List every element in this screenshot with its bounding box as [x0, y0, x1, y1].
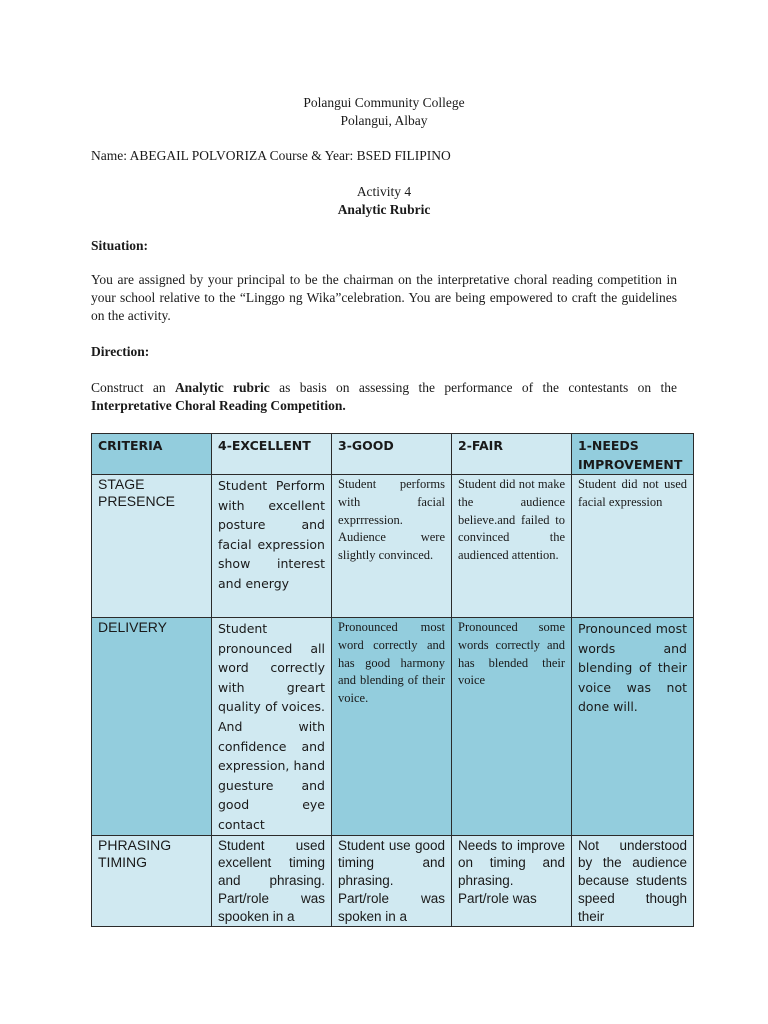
direction-label: Direction:: [91, 344, 150, 359]
table-row: [92, 475, 694, 618]
cell-excellent: Student pronounced all word correctly with greart quality of voices. And with confidence and expression, hand guesture and good eye contact: [212, 618, 332, 836]
header-excellent: 4-EXCELLENT: [212, 434, 332, 475]
school-name: Polangui Community College: [303, 95, 465, 110]
situation-label: Situation:: [91, 238, 149, 253]
cell-fair: Pronounced some words correctly and has blended their voice: [452, 618, 572, 836]
cell-needs-improvement: Not understood by the audience because students speed though their: [572, 835, 694, 926]
table-row: [92, 618, 694, 836]
situation-text: You are assigned by your principal to be the chairman on the interpretative choral reading competition in your school relative to the “Linggo ng Wika”celebration. You are being empowered to craft the guidelines on the activity.: [91, 272, 677, 324]
cell-good: Pronounced most word correctly and has good harmony and blending of their voice.: [332, 618, 452, 836]
activity-number: Activity 4: [356, 184, 412, 199]
cell-needs-improvement: Pronounced most words and blending of their voice was not done will.: [572, 618, 694, 836]
cell-good: Student use good timing and phrasing. Part/role was spoken in a: [332, 835, 452, 926]
table-row: [92, 835, 694, 926]
cell-fair: Student did not make the audience believe.and failed to convinced the audienced attention.: [452, 475, 572, 618]
header-criteria: CRITERIA: [92, 434, 212, 475]
name-course-line: Name: ABEGAIL POLVORIZA Course & Year: BSED FILIPINO: [91, 148, 451, 163]
direction-text: [91, 379, 677, 415]
cell-good: Student performs with facial exprrression. Audience were slightly convinced.: [332, 475, 452, 618]
header-good: 3-GOOD: [332, 434, 452, 475]
activity-title: Analytic Rubric: [337, 202, 431, 217]
cell-criteria: DELIVERY: [92, 618, 212, 836]
cell-fair: Needs to improve on timing and phrasing. Part/role was: [452, 835, 572, 926]
cell-needs-improvement: Student did not used facial expression: [572, 475, 694, 618]
table-header-row: [92, 434, 694, 475]
direction-text-before: Construct an: [91, 380, 175, 395]
header-needs-improvement: 1-NEEDS IMPROVEMENT: [572, 434, 694, 475]
cell-criteria: STAGE PRESENCE: [92, 475, 212, 618]
school-address: Polangui, Albay: [340, 113, 428, 128]
header-fair: 2-FAIR: [452, 434, 572, 475]
cell-criteria: PHRASING TIMING: [92, 835, 212, 926]
rubric-table: [91, 433, 694, 927]
direction-text-middle: as basis on assessing the performance of the contestants on the: [269, 380, 677, 395]
direction-bold-1: Analytic rubric: [174, 380, 270, 395]
direction-bold-2: Interpretative Choral Reading Competition.: [91, 398, 346, 414]
cell-excellent: Student Perform with excellent posture and facial expression show interest and energy: [212, 475, 332, 618]
cell-excellent: Student used excellent timing and phrasing. Part/role was spooken in a: [212, 835, 332, 926]
